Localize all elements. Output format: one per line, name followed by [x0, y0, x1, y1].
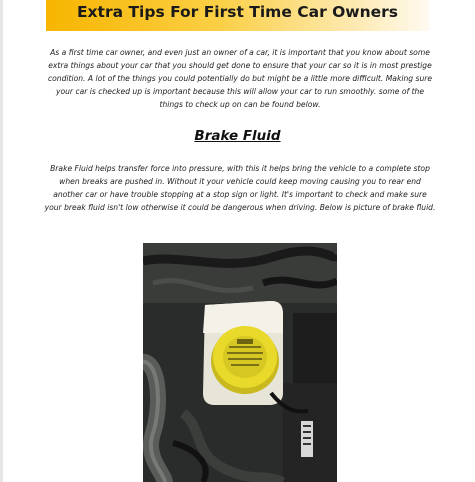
brake-fluid-paragraph: Brake Fluid helps transfer force into pressure, with this it helps bring the vehicle to a complete stop when breaks are pushed in. Without it your vehicle could keep moving causing you to rear end another car or have trouble stopping at a stop sign or light. It's important to check and make sure your break fluid isn't low otherwise it could be dangerous when driving. Below is picture of brake fluid.: [44, 164, 436, 212]
page-title: Extra Tips For First Time Car Owners: [76, 3, 399, 21]
section-heading-brake-fluid: Brake Fluid: [194, 128, 281, 144]
engine-bay-illustration: [143, 243, 337, 482]
intro-paragraph: As a first time car owner, and even just an owner of a car, it is important that you know about some extra things about your car that you should get done to ensure that your car so it is in most prestige condition. A lot of the things you could potentially do but might be a little more difficult. Making sure your car is checked up is important because this will allow your car to run smoothly. some of the things to check up on can be found below.: [47, 48, 433, 109]
page-left-edge: [0, 0, 3, 482]
brake-fluid-photo: [143, 243, 337, 482]
title-banner: [46, 0, 429, 31]
